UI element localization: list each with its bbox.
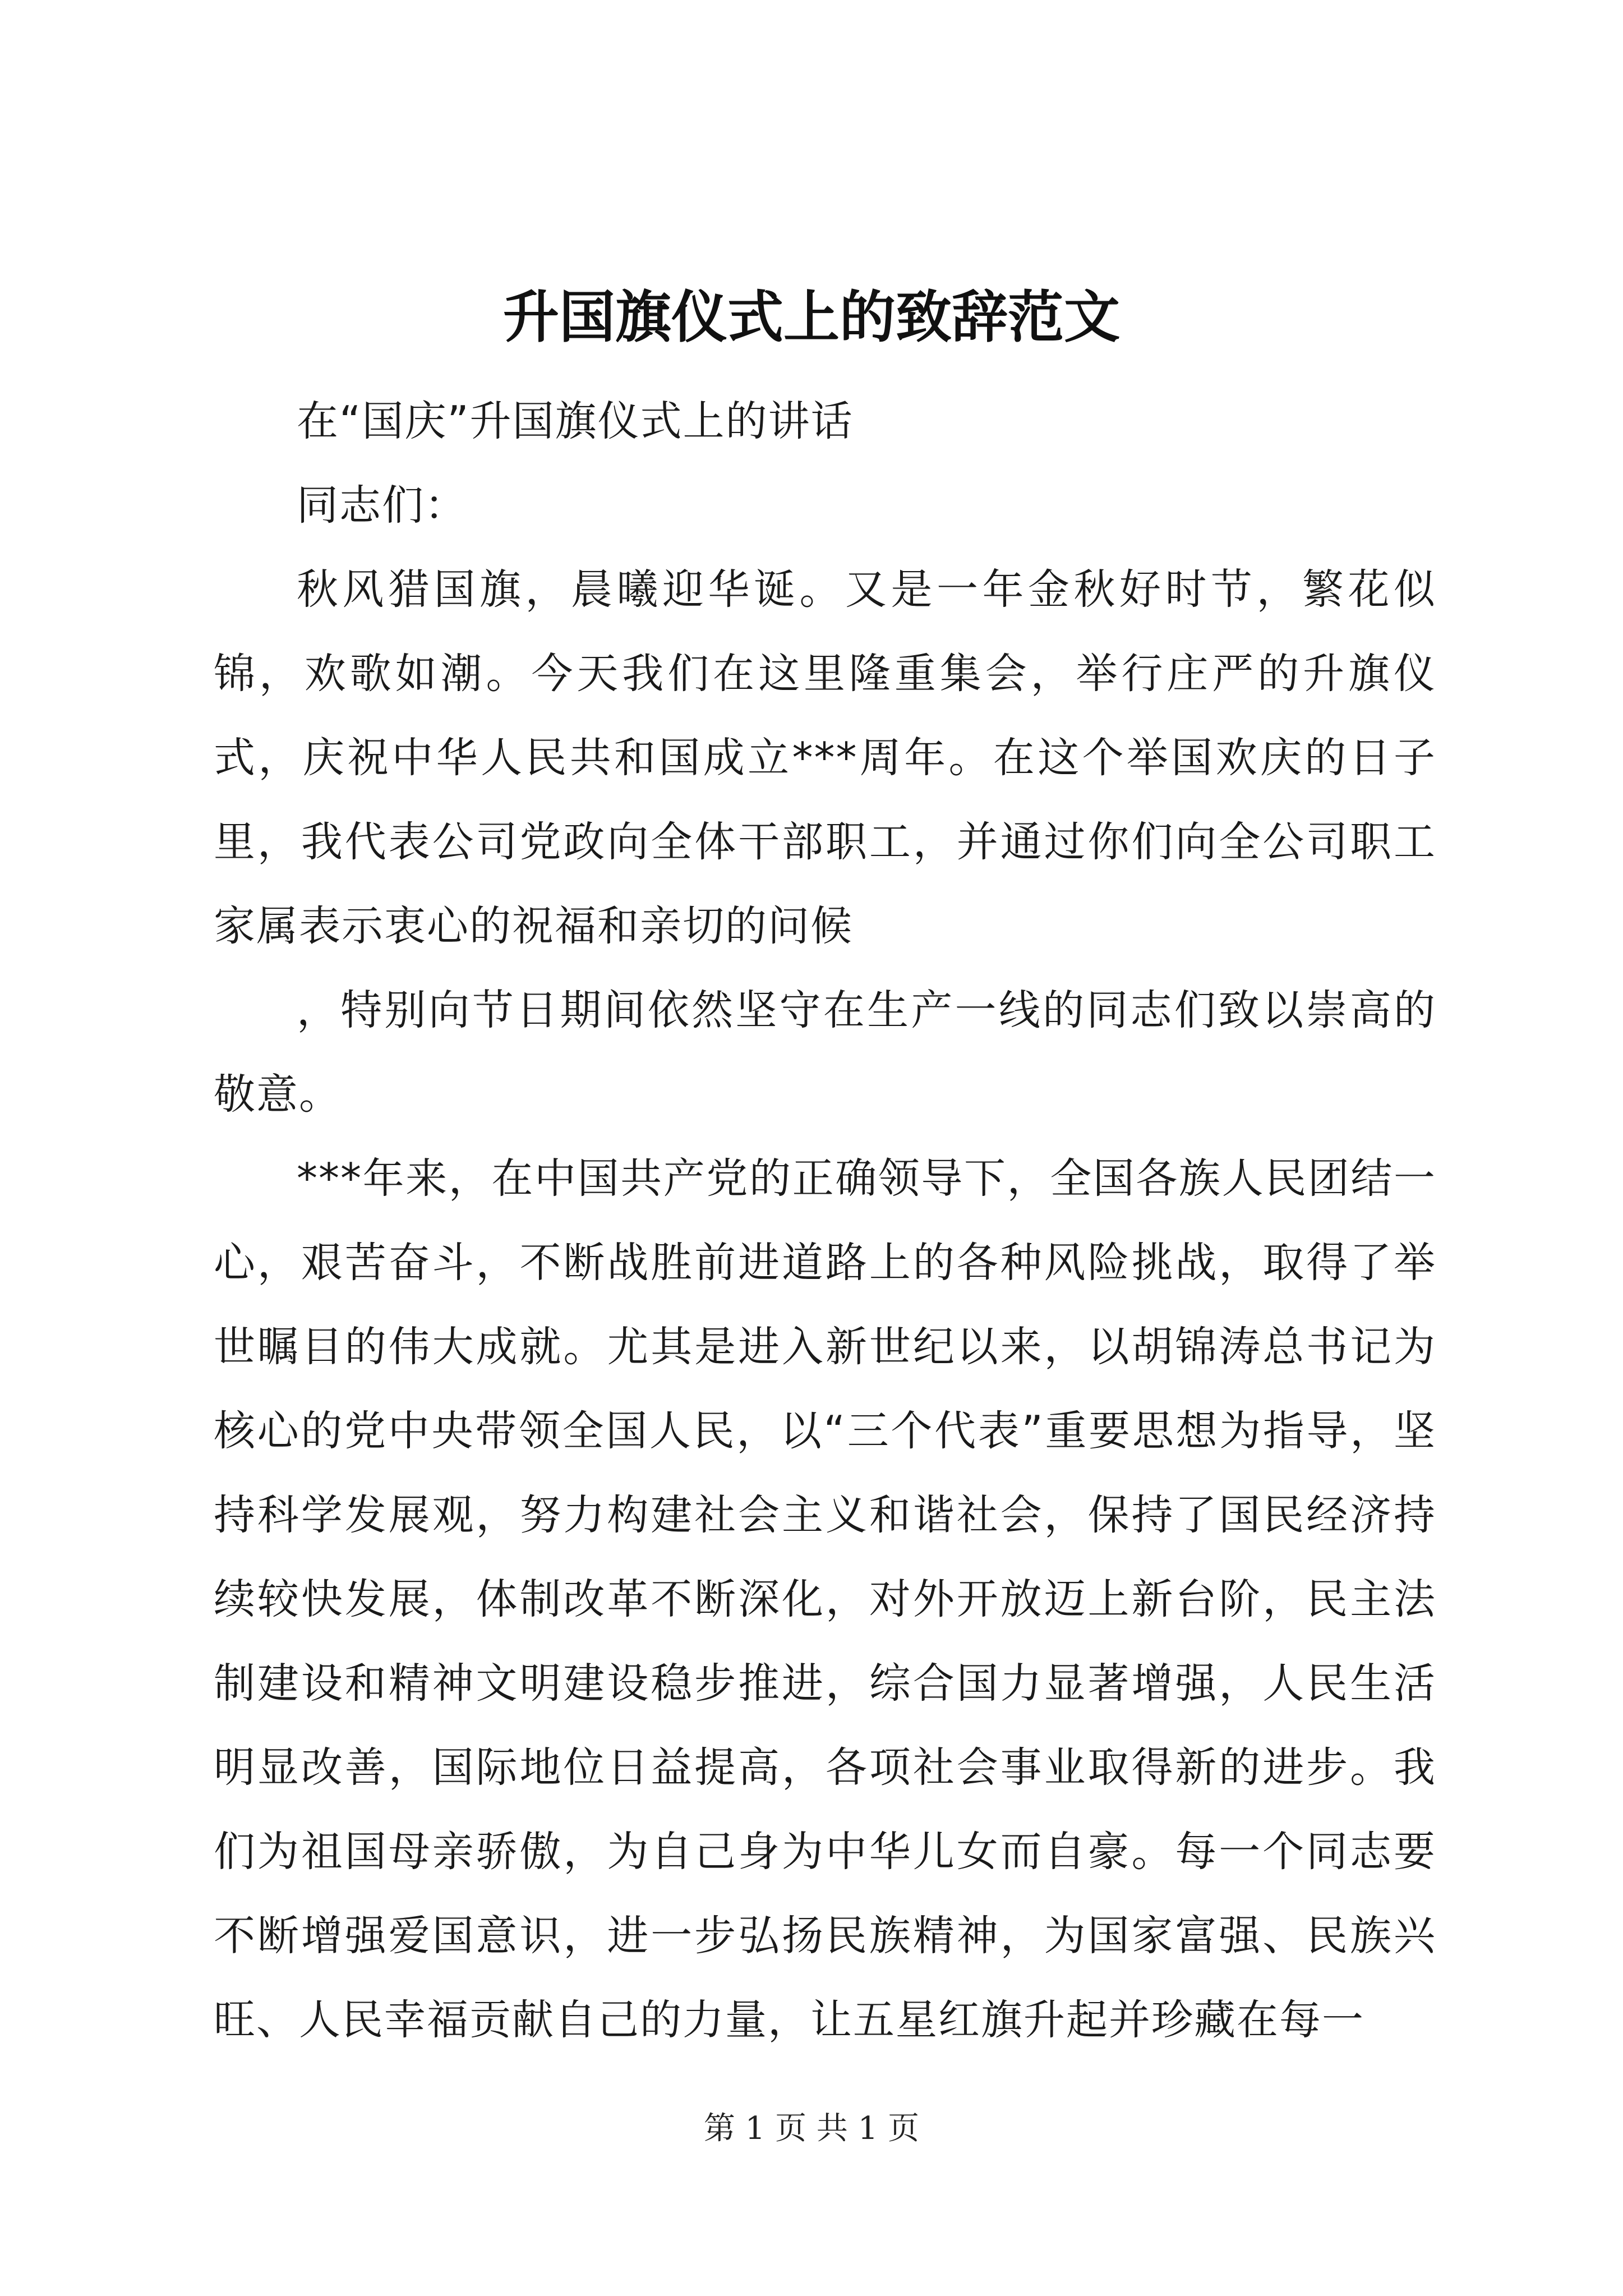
speech-subtitle: 在“国庆”升国旗仪式上的讲话 [297,397,854,445]
body-paragraph: 秋风猎国旗，晨曦迎华诞。又是一年金秋好时节，繁花似锦，欢歌如潮。今天我们在这里隆重集会，举行庄严的升旗仪式，庆祝中华人民共和国成立***周年。在这个举国欢庆的日子里，我代表公司党政向全体干部职工，并通过你们向全公司职工家属表示衷心的祝福和亲切的问候 [214,565,1436,950]
body-paragraph: ***年来，在中国共产党的正确领导下，全国各族人民团结一心，艰苦奋斗，不断战胜前进道路上的各种风险挑战，取得了举世瞩目的伟大成就。尤其是进入新世纪以来，以胡锦涛总书记为核心的党中央带领全国人民，以“三个代表”重要思想为指导，坚持科学发展观，努力构建社会主义和谐社会，保持了国民经济持续较快发展，体制改革不断深化，对外开放迈上新台阶，民主法制建设和精神文明建设稳步推进，综合国力显著增强，人民生活明显改善，国际地位日益提高，各项社会事业取得新的进步。我们为祖国母亲骄傲，为自己身为中华儿女而自豪。每一个同志要不断增强爱国意识，进一步弘扬民族精神，为国家富强、民族兴旺、人民幸福贡献自己的力量，让五星红旗升起并珍藏在每一 [214,1154,1436,2044]
body-paragraph: ，特别向节日期间依然坚守在生产一线的同志们致以崇高的敬意。 [214,986,1436,1119]
salutation: 同志们： [297,481,467,530]
document-body [214,379,1436,2062]
document-title: 升国旗仪式上的致辞范文 [503,284,1120,350]
page-footer: 第 1 页 共 1 页 [703,2110,920,2147]
